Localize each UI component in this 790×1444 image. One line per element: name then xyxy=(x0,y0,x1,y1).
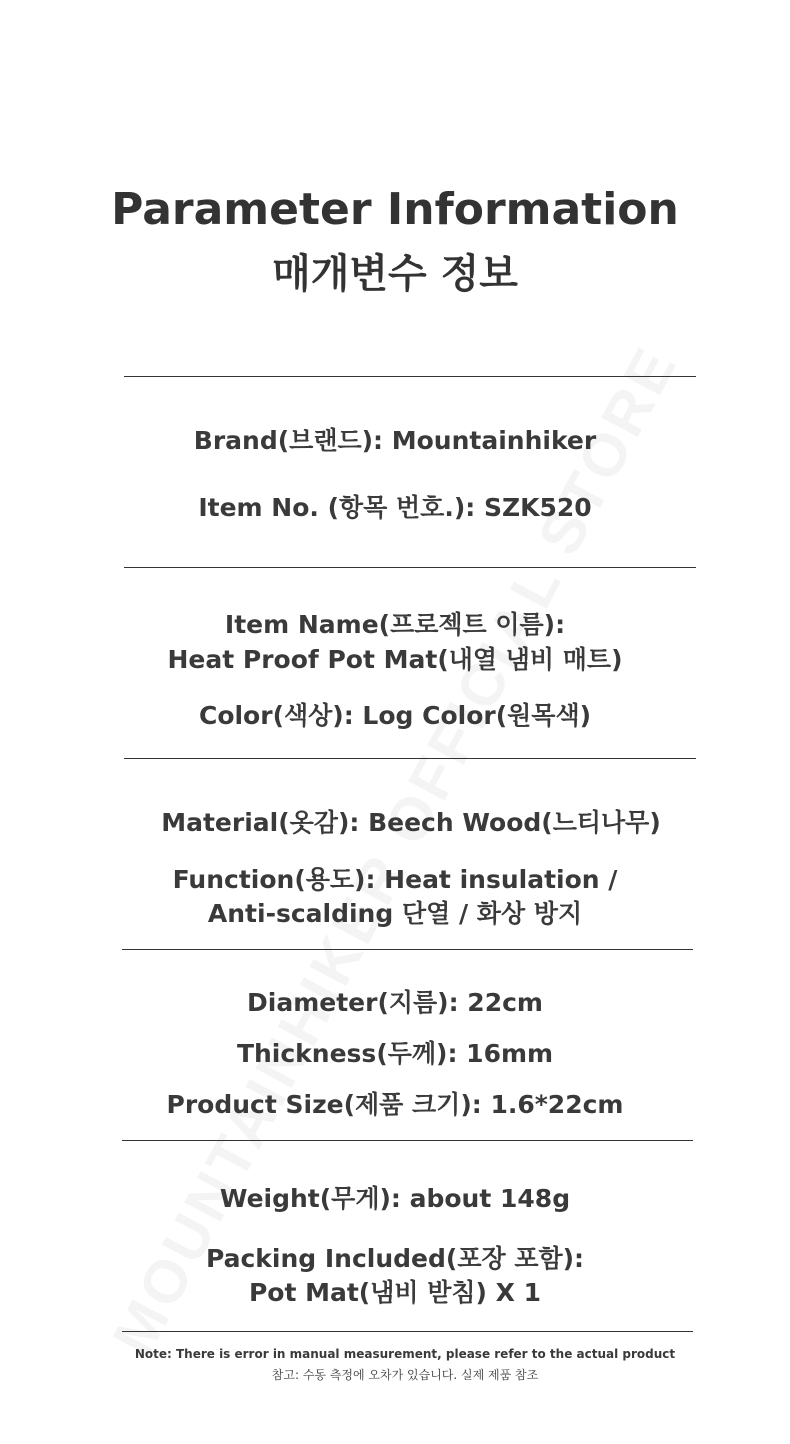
spec-product-size: Product Size(제품 크기): 1.6*22cm xyxy=(166,1090,624,1119)
spec-item-no: Item No. (항목 번호.): SZK520 xyxy=(198,493,592,522)
section-divider xyxy=(124,376,696,377)
spec-function-value: Anti-scalding 단열 / 화상 방지 xyxy=(207,899,583,928)
page-title: Parameter Information xyxy=(111,184,679,235)
spec-item-name-value: Heat Proof Pot Mat(내열 냄비 매트) xyxy=(167,645,623,674)
spec-material: Material(옷감): Beech Wood(느티나무) xyxy=(161,808,661,837)
spec-packing-value: Pot Mat(냄비 받침) X 1 xyxy=(248,1278,542,1307)
section-divider xyxy=(124,758,696,759)
section-divider xyxy=(122,1140,693,1141)
spec-diameter: Diameter(지름): 22cm xyxy=(247,988,543,1017)
section-divider xyxy=(122,1331,693,1332)
measurement-note: Note: There is error in manual measurement, please refer to the actual product xyxy=(134,1347,676,1361)
spec-packing: Packing Included(포장 포함): xyxy=(205,1244,585,1273)
spec-color: Color(색상): Log Color(원목색) xyxy=(198,701,592,730)
section-divider xyxy=(122,949,693,950)
measurement-note-korean: 참고: 수동 측정에 오차가 있습니다. 실제 제품 참조 xyxy=(271,1368,539,1382)
page-title-korean: 매개변수 정보 xyxy=(272,251,518,297)
spec-function: Function(용도): Heat insulation / xyxy=(172,865,618,894)
spec-weight: Weight(무게): about 148g xyxy=(219,1184,571,1213)
spec-item-name: Item Name(프로젝트 이름): xyxy=(224,610,566,639)
spec-thickness: Thickness(두께): 16mm xyxy=(236,1039,554,1068)
spec-brand: Brand(브랜드): Mountainhiker xyxy=(193,426,597,455)
section-divider xyxy=(124,567,696,568)
